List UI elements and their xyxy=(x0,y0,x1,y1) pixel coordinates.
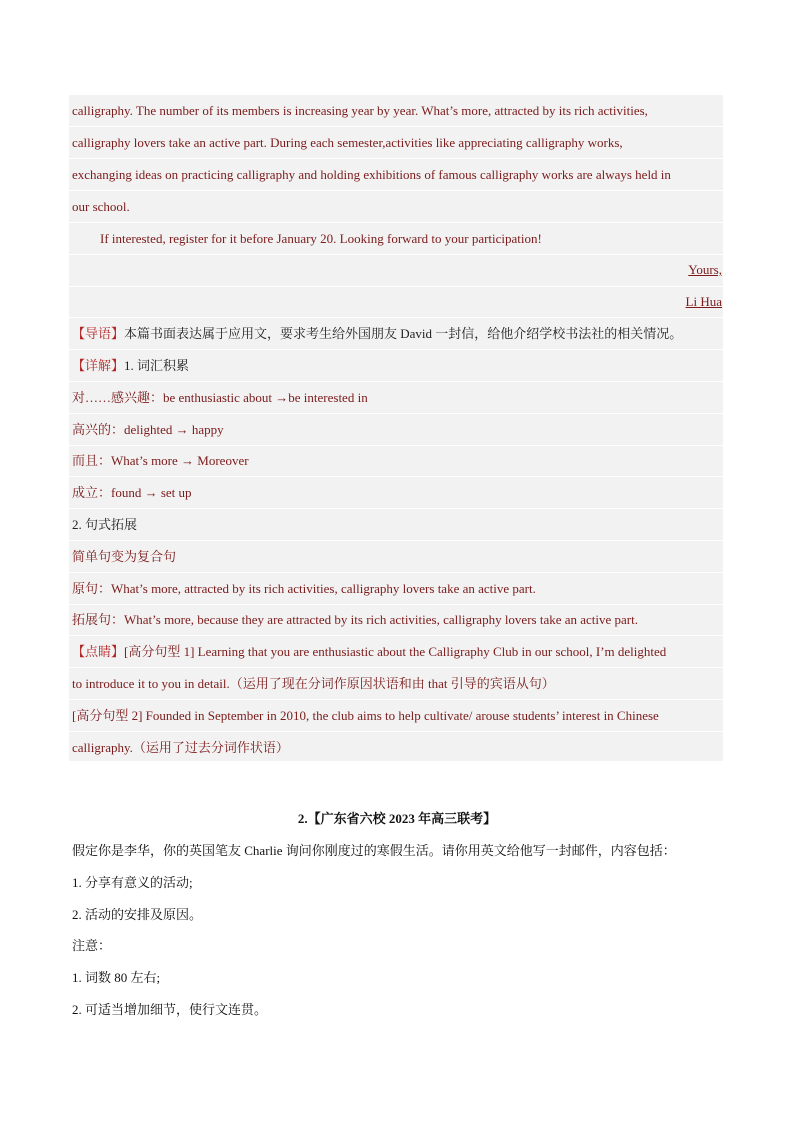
row-divider xyxy=(69,190,723,191)
highlight-line: calligraphy.（运用了过去分词作状语） xyxy=(72,740,289,755)
sentence-heading: 2. 句式拓展 xyxy=(72,517,138,532)
note-item: 2. 可适当增加细节，使行文连贯。 xyxy=(72,1002,268,1017)
vocab-item: 对……感兴趣：be enthusiastic about →be interested in xyxy=(72,390,368,405)
expanded-sentence: 拓展句：What’s more, because they are attracted by its rich activities, calligraphy lovers take an active part. xyxy=(72,612,639,627)
vocab-item: 高兴的：delighted → happy xyxy=(72,422,224,437)
answer-line: our school. xyxy=(72,199,130,214)
row-divider xyxy=(69,635,723,636)
row-divider xyxy=(69,126,723,127)
detail-heading-text: 1. 词汇积累 xyxy=(124,358,190,373)
row-divider xyxy=(69,254,723,255)
guide-label: 【导语】 xyxy=(72,326,125,341)
row-divider xyxy=(69,158,723,159)
question-item: 2. 活动的安排及原因。 xyxy=(72,907,203,922)
highlight-paragraph xyxy=(72,644,722,660)
row-divider xyxy=(69,699,723,700)
vocab-item: 成立：found → set up xyxy=(72,485,192,500)
detail-heading xyxy=(72,358,722,374)
sentence-subheading: 简单句变为复合句 xyxy=(72,549,177,564)
row-divider xyxy=(69,381,723,382)
row-divider xyxy=(69,572,723,573)
row-divider xyxy=(69,286,723,287)
answer-line: calligraphy. The number of its members is increasing year by year. What’s more, attracted by its rich activities, xyxy=(72,103,648,118)
row-divider xyxy=(69,604,723,605)
row-divider xyxy=(69,731,723,732)
highlight-label: 【点睛】 xyxy=(72,644,125,659)
question-prompt: 假定你是李华，你的英国笔友 Charlie 询问你刚度过的寒假生活。请你用英文给他写一封邮件，内容包括： xyxy=(72,843,676,858)
closing-line: Yours, xyxy=(688,262,722,277)
highlight-line: [高分句型 2] Founded in September in 2010, the club aims to help cultivate/ arouse students’ interest in Chinese xyxy=(72,708,659,723)
note-label: 注意： xyxy=(72,938,112,953)
row-divider xyxy=(69,413,723,414)
row-divider xyxy=(69,540,723,541)
note-item: 1. 词数 80 左右; xyxy=(72,970,161,985)
question-title: 2.【广东省六校 2023 年高三联考】 xyxy=(297,811,497,826)
row-divider xyxy=(69,349,723,350)
answer-line: calligraphy lovers take an active part. During each semester,activities like appreciating calligraphy works, xyxy=(72,135,623,150)
signature-line: Li Hua xyxy=(685,294,722,309)
answer-line: If interested, register for it before January 20. Looking forward to your participation! xyxy=(100,231,542,246)
guide-text: 本篇书面表达属于应用文，要求考生给外国朋友 David 一封信，给他介绍学校书法社的相关情况。 xyxy=(124,326,683,341)
row-divider xyxy=(69,317,723,318)
row-divider xyxy=(69,222,723,223)
row-divider xyxy=(69,508,723,509)
row-divider xyxy=(69,667,723,668)
guide-paragraph xyxy=(72,326,722,342)
row-divider xyxy=(69,445,723,446)
highlight-line: [高分句型 1] Learning that you are enthusiastic about the Calligraphy Club in our school, I’m delighted xyxy=(124,644,667,659)
original-sentence: 原句：What’s more, attracted by its rich activities, calligraphy lovers take an active part. xyxy=(72,581,536,596)
question-item: 1. 分享有意义的活动; xyxy=(72,875,193,890)
highlight-line: to introduce it to you in detail.（运用了现在分词作原因状语和由 that 引导的宾语从句） xyxy=(72,676,555,691)
answer-line: exchanging ideas on practicing calligraphy and holding exhibitions of famous calligraphy works are always held in xyxy=(72,167,671,182)
row-divider xyxy=(69,476,723,477)
vocab-item: 而且：What’s more → Moreover xyxy=(72,453,249,468)
detail-label: 【详解】 xyxy=(72,358,125,373)
